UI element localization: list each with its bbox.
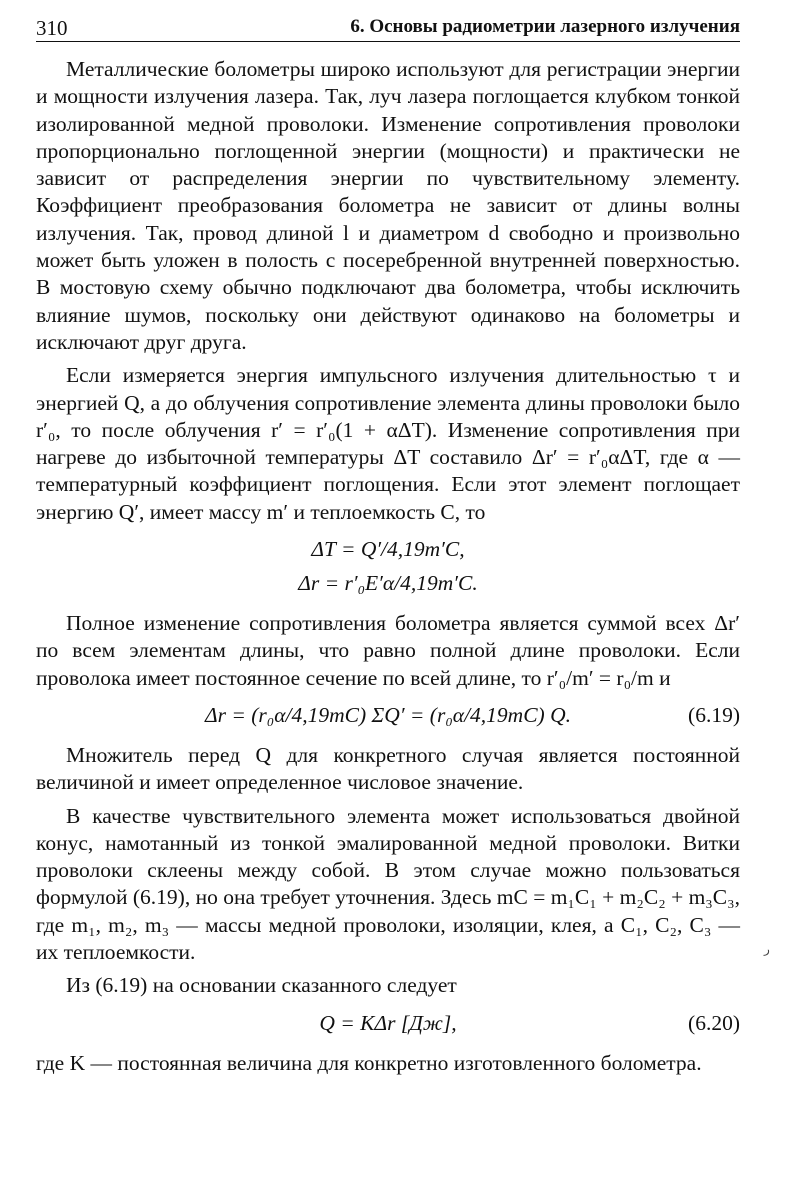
equation-6-19-row <box>36 698 740 732</box>
paragraph-double-cone: В качестве чувствительного элемента может использоваться двойной конус, намотанный из тонкой эмалированной медной проволоки. Витки проволоки склеены между собой. В этом случае можно пользоваться формулой (6.19), но она требует уточнения. Здесь mC = m₁C₁ + m₂C₂ + m₃C₃, где m₁, m₂, m₃ — массы медной проволоки, изоляции, клея, а C₁, C₂, C₃ — их теплоемкости. <box>36 803 740 965</box>
formula-delta-t: ΔT = Q′/4,19m′C, <box>311 537 465 562</box>
equation-number-6-20: (6.20) <box>688 1010 740 1035</box>
equation-6-20-text: Q = KΔr [Дж], <box>319 1010 457 1035</box>
paragraph-constant-k: где K — постоянная величина для конкретно изготовленного болометра. <box>36 1050 702 1075</box>
margin-mark: ر <box>764 942 770 956</box>
paragraph-total-change: Полное изменение сопротивления болометра является суммой всех Δr′ по всем элементам длины, что равно полной длине проволоки. Если проволока имеет постоянное сечение по всей длине, то r′₀/m′ = r₀/m и <box>36 611 740 690</box>
formula-delta-r: Δr = r′₀E′α/4,19m′C. <box>298 571 478 596</box>
paragraph-multiplier: Множитель перед Q для конкретного случая является постоянной величиной и имеет определенное числовое значение. <box>36 742 740 795</box>
page-header <box>36 10 740 44</box>
header-rule <box>36 41 740 42</box>
equation-6-20 <box>36 1006 740 1040</box>
paragraph-follows: Из (6.19) на основании сказанного следует <box>66 973 457 998</box>
equation-6-19 <box>36 698 740 732</box>
equation-6-19-text: Δr = (r₀α/4,19mC) ΣQ′ = (r₀α/4,19mC) Q. <box>205 702 571 727</box>
page-number: 310 <box>36 16 68 40</box>
formula-block-temperature <box>36 532 740 600</box>
running-head: 6. Основы радиометрии лазерного излучения <box>350 16 740 37</box>
paragraph-pulse-energy: Если измеряется энергия импульсного излучения длительностью τ и энергией Q, а до облучения сопротивление элемента длины проволоки было r′₀, то после облучения r′ = r′₀(1 + αΔT). Изменение сопротивления при нагреве до избыточной температуры ΔT составило Δr′ = r′₀αΔT, где α — температурный коэффициент поглощения. Если этот элемент поглощает энергию Q′, имеет массу m′ и теплоемкость C, то <box>36 363 740 524</box>
paragraph-bolometers: Металлические болометры широко используют для регистрации энергии и мощности излучения лазера. Так, луч лазера поглощается клубком тонкой изолированной медной проволоки. Изменение сопротивления проволоки пропорционально поглощенной энергии (мощности) и практически не зависит от распределения энергии по чувствительному элементу. Коэффициент преобразования болометра не зависит от длины волны излучения. Так, провод длиной l и диаметром d свободно и произвольно может быть уложен в полость с посеребренной внутренней поверхностью. В мостовую схему обычно подключают два болометра, чтобы исключить влияние шумов, поскольку они действуют одинаково на болометры и исключают друг друга. <box>36 57 740 354</box>
page-body <box>36 56 740 1083</box>
equation-number-6-19: (6.19) <box>688 702 740 727</box>
equation-6-20-row <box>36 1006 740 1040</box>
